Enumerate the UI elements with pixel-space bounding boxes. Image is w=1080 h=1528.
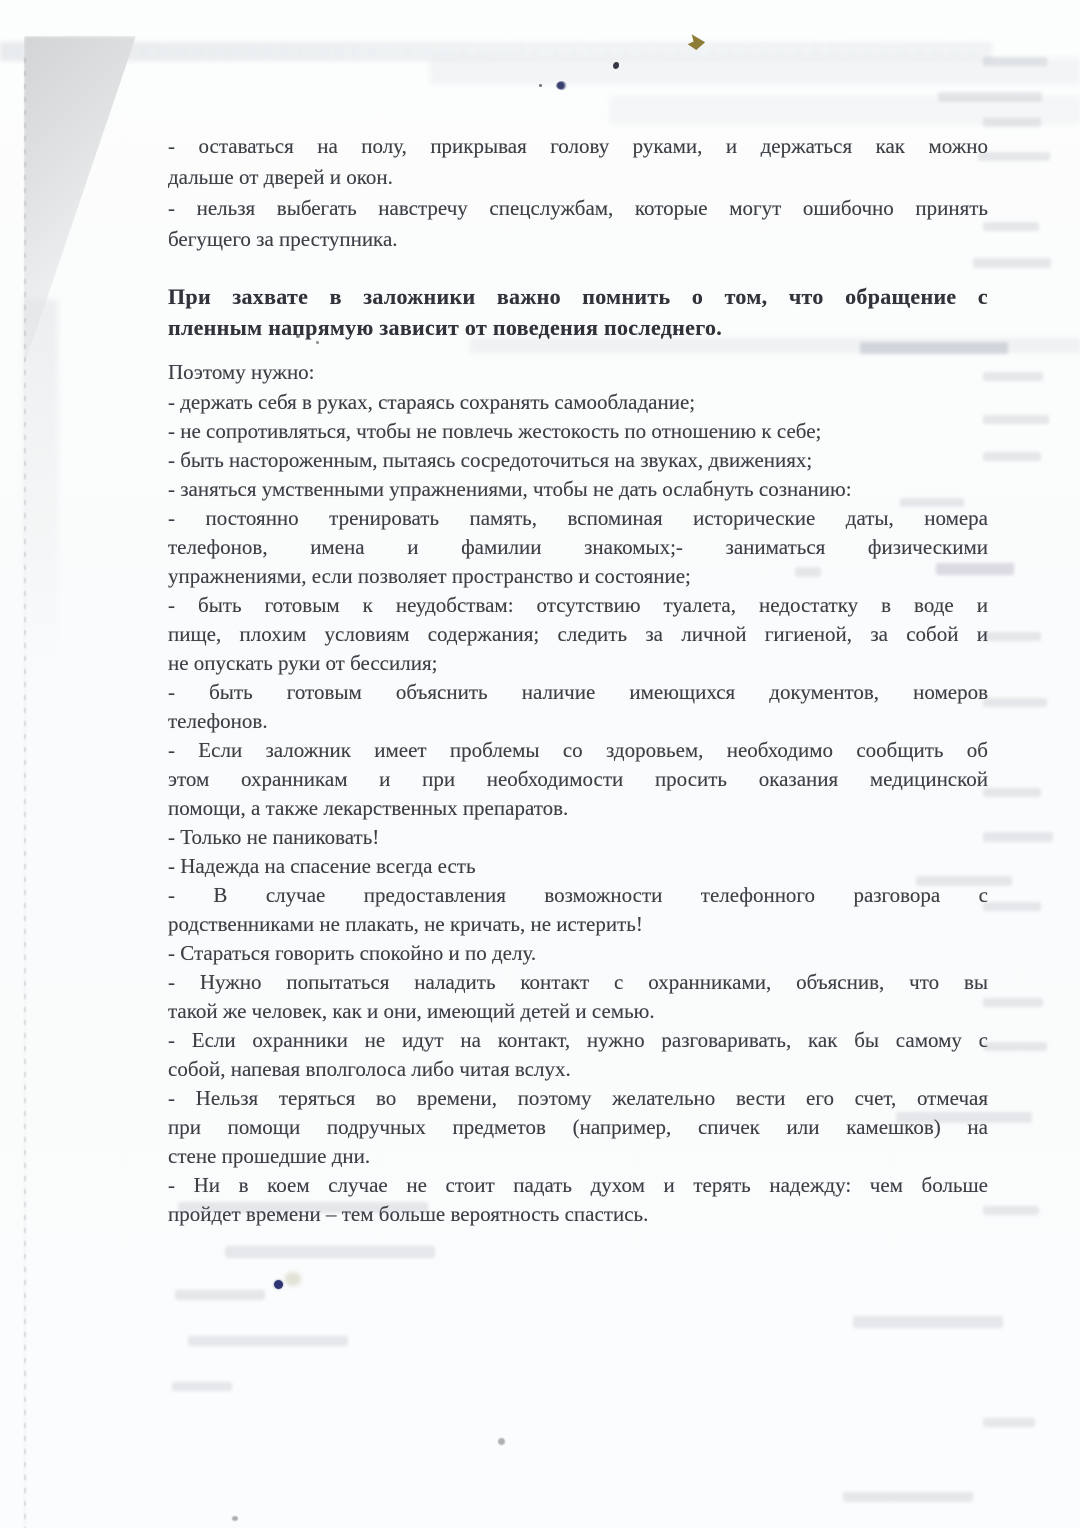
bleed-through-artifact [978,152,1050,161]
list-item [168,881,988,939]
bleed-through-artifact [983,222,1039,231]
lead-line: Поэтому нужно: [168,360,315,384]
text-line: при помощи подручных предметов (например, спичек или камешков) на [168,1115,988,1139]
list-item [168,417,988,446]
text-line: родственниками не плакать, не кричать, не истерить! [168,912,643,936]
list-item [168,968,988,1026]
bleed-through-artifact [225,1246,435,1258]
bleed-through-artifact [853,1316,1003,1328]
text-line: телефонов, имена и фамилии знакомых;- заниматься физическими [168,535,988,559]
bleed-through-artifact [983,415,1049,424]
ink-smear [285,1272,301,1286]
page-fold-shadow [24,300,58,680]
section-heading [168,281,988,343]
list-item [168,475,988,504]
bleed-through-artifact [983,632,1041,641]
ink-speck [539,84,542,87]
list-item [168,678,988,736]
list-item [168,1026,988,1084]
paragraph-do-not-run [168,193,988,255]
scan-band [0,42,992,61]
bleed-through-artifact [983,372,1043,381]
text-line: не опускать руки от бессилия; [168,651,438,675]
bleed-through-artifact [938,92,1042,102]
bleed-through-artifact [983,698,1047,707]
text-line: - Только не паниковать! [168,825,380,849]
text-line: - Надежда на спасение всегда есть [168,854,476,878]
text-line: - Нельзя теряться во времени, поэтому желательно вести его счет, отмечая [168,1086,988,1110]
bleed-through-artifact [983,832,1053,842]
list-item [168,939,988,968]
text-line: собой, напевая вполголоса либо читая вслух. [168,1057,571,1081]
text-line: - Ни в коем случае не стоит падать духом и терять надежду: чем больше [168,1173,988,1197]
list-item [168,504,988,591]
text-line: пленным напрямую зависит от поведения последнего. [168,315,723,340]
bleed-through-artifact [843,1492,973,1502]
list-item [168,852,988,881]
olive-ink-mark [687,34,706,51]
text-line: - Если охранники не идут на контакт, нужно разговаривать, как бы самому с [168,1028,988,1052]
text-line: такой же человек, как и они, имеющий детей и семью. [168,999,655,1023]
bleed-through-artifact [983,1042,1047,1051]
ink-speck [556,81,568,90]
list-item [168,1171,988,1229]
text-line: - В случае предоставления возможности телефонного разговора с [168,883,988,907]
bleed-through-artifact [188,1336,348,1346]
ink-speck [232,1516,238,1521]
bleed-through-artifact [983,1206,1039,1215]
text-line: - Нужно попытаться наладить контакт с охранниками, объяснив, что вы [168,970,988,994]
advice-list [168,388,988,1229]
ink-speck [613,62,619,69]
text-line: упражнениями, если позволяет пространство и состояние; [168,564,691,588]
text-line: пройдет времени – тем больше вероятность спастись. [168,1202,649,1226]
ink-speck [498,1438,505,1445]
blue-ink-dot [274,1280,283,1289]
text-line: - заняться умственными упражнениями, чтобы не дать ослабнуть сознанию: [168,477,852,501]
document-text [168,131,988,1229]
bleed-through-artifact [983,57,1047,66]
text-line: - не сопротивляться, чтобы не повлечь жестокость по отношению к себе; [168,419,822,443]
text-line: телефонов. [168,709,268,733]
bleed-through-artifact [983,902,1041,911]
text-line: - Если заложник имеет проблемы со здоровьем, необходимо сообщить об [168,738,988,762]
text-line: - Стараться говорить спокойно и по делу. [168,941,537,965]
page-fold-line [24,58,26,1528]
text-line: помощи, а также лекарственных препаратов. [168,796,569,820]
list-item [168,736,988,823]
text-line: дальше от дверей и окон. [168,165,393,189]
bleed-through-artifact [983,118,1041,127]
text-line: - быть готовым объяснить наличие имеющихся документов, номеров [168,680,988,704]
paragraph-stay-on-floor [168,131,988,193]
bleed-through-artifact [175,1290,265,1300]
bleed-through-artifact [983,1418,1035,1427]
text-line: - быть готовым к неудобствам: отсутствию туалета, недостатку в воде и [168,593,988,617]
text-line: пище, плохим условиям содержания; следить за личной гигиеной, за собой и [168,622,988,646]
bleed-through-artifact [172,1382,232,1391]
list-item [168,1084,988,1171]
text-line: - оставаться на полу, прикрывая голову руками, и держаться как можно [168,134,988,158]
list-item [168,388,988,417]
list-item [168,591,988,678]
text-line: бегущего за преступника. [168,227,398,251]
text-line: - нельзя выбегать навстречу спецслужбам, которые могут ошибочно принять [168,196,988,220]
text-line: - держать себя в руках, стараясь сохранять самообладание; [168,390,696,414]
text-line: - постоянно тренировать память, вспоминая исторические даты, номера [168,506,988,530]
list-item [168,823,988,852]
text-line: При захвате в заложники важно помнить о том, что обращение с [168,284,988,309]
text-line: - быть настороженным, пытаясь сосредоточиться на звуках, движениях; [168,448,813,472]
bleed-through-artifact [983,998,1043,1007]
bleed-through-artifact [983,452,1041,461]
list-item [168,446,988,475]
text-line: этом охранникам и при необходимости просить оказания медицинской [168,767,988,791]
bleed-through-artifact [983,788,1041,797]
text-line: стене прошедшие дни. [168,1144,371,1168]
